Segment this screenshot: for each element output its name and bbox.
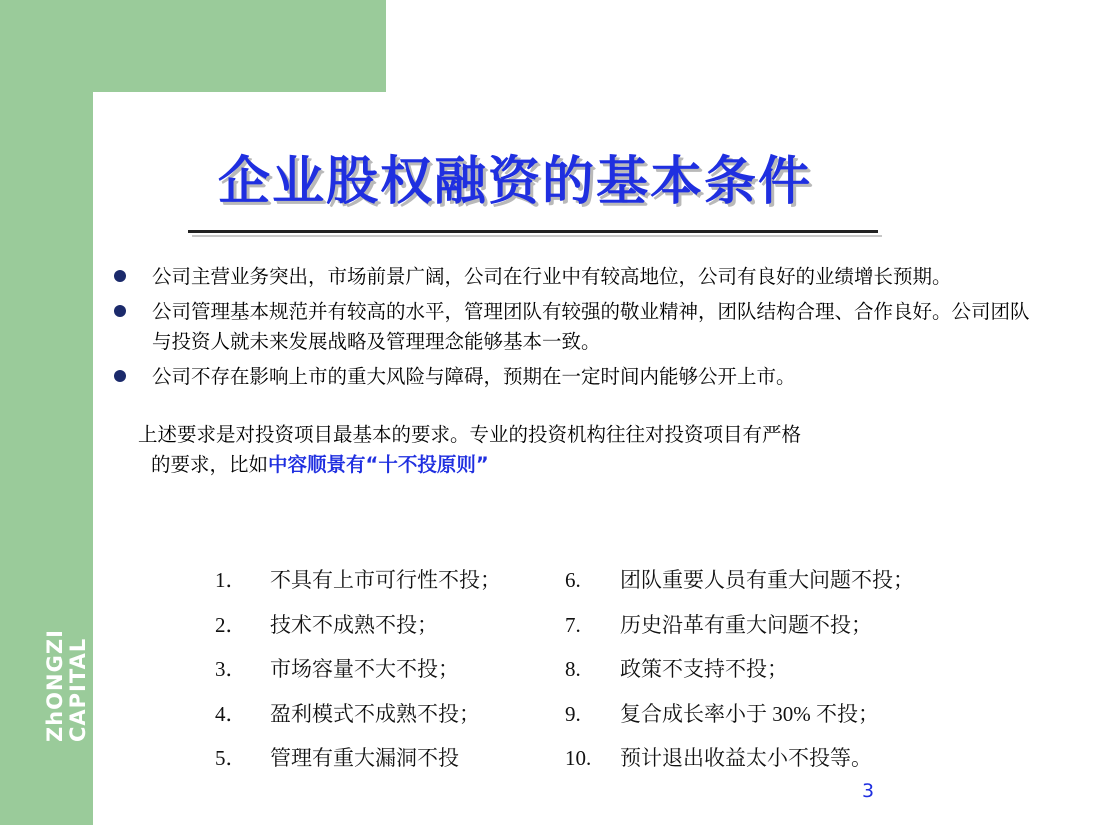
rules-row: [215, 649, 975, 694]
rule-text: 历史沿革有重大问题不投；: [620, 612, 872, 637]
rule-number: 10.: [565, 746, 592, 770]
condition-text: 公司主营业务突出，市场前景广阔，公司在行业中有较高地位，公司有良好的业绩增长预期。: [152, 265, 952, 288]
rule-text: 盈利模式不成熟不投；: [270, 701, 480, 726]
condition-list: [112, 262, 1042, 397]
bullet-dot-icon: [114, 370, 126, 382]
rule-item: [565, 694, 879, 734]
frame-corner: [93, 92, 129, 128]
intro-line-2: [138, 450, 1038, 480]
rule-text: 不具有上市可行性不投；: [270, 568, 501, 592]
slide-title: 企业股权融资的基本条件: [217, 152, 812, 212]
rule-item: [215, 560, 501, 600]
rule-item: [215, 649, 459, 689]
condition-item: [112, 362, 1042, 392]
rules-row: [215, 605, 975, 650]
top-frame-bar: [0, 0, 386, 92]
intro-line-1: 上述要求是对投资项目最基本的要求。专业的投资机构往往对投资项目有严格: [138, 423, 802, 446]
title-divider-shadow: [192, 235, 882, 237]
condition-text: 公司不存在影响上市的重大风险与障碍，预期在一定时间内能够公开上市。: [152, 365, 796, 388]
rules-row: [215, 738, 975, 783]
brand-line-2: CAPITAL: [66, 637, 90, 742]
brand-logo-text: [44, 629, 90, 742]
rule-number: 2．: [215, 612, 247, 637]
rule-text: 预计退出收益太小不投等。: [620, 746, 872, 770]
rule-number: 9.: [565, 701, 581, 726]
rule-text: 技术不成熟不投；: [270, 612, 438, 637]
bullet-dot-icon: [114, 305, 126, 317]
rule-text: 复合成长率小于 30% 不投；: [620, 701, 879, 726]
rule-number: 6.: [565, 568, 581, 592]
rule-number: 8.: [565, 657, 581, 681]
rule-item: [565, 649, 788, 689]
intro-line-2-prefix: 的要求，比如: [151, 453, 269, 476]
rule-text: 团队重要人员有重大问题不投；: [620, 568, 914, 592]
rule-number: 3．: [215, 657, 247, 681]
ten-rules-list: [215, 560, 975, 783]
rule-number: 5．: [215, 746, 247, 770]
rule-text: 管理有重大漏洞不投: [270, 746, 459, 770]
page-number: 3: [862, 780, 875, 802]
rules-row: [215, 694, 975, 739]
rule-number: 7.: [565, 612, 581, 637]
condition-text: 公司管理基本规范并有较高的水平，管理团队有较强的敬业精神，团队结构合理、合作良好。公司团队与投资人就未来发展战略及管理理念能够基本一致。: [152, 300, 1030, 353]
rule-number: 1．: [215, 568, 247, 592]
rule-item: [565, 738, 872, 778]
rule-text: 政策不支持不投；: [620, 657, 788, 681]
rule-item: [215, 738, 459, 778]
condition-item: [112, 297, 1042, 357]
rule-item: [215, 694, 480, 734]
bullet-dot-icon: [114, 270, 126, 282]
rule-item: [215, 605, 438, 645]
brand-line-1: ZhONGZI: [43, 629, 67, 742]
intro-paragraph: [138, 420, 1038, 480]
ten-rules-highlight: 中容顺景有“十不投原则”: [268, 453, 489, 476]
rule-number: 4．: [215, 701, 247, 726]
condition-item: [112, 262, 1042, 292]
title-divider: [188, 230, 878, 233]
rule-text: 市场容量不大不投；: [270, 657, 459, 681]
rule-item: [565, 605, 872, 645]
rule-item: [565, 560, 914, 600]
rules-row: [215, 560, 975, 605]
